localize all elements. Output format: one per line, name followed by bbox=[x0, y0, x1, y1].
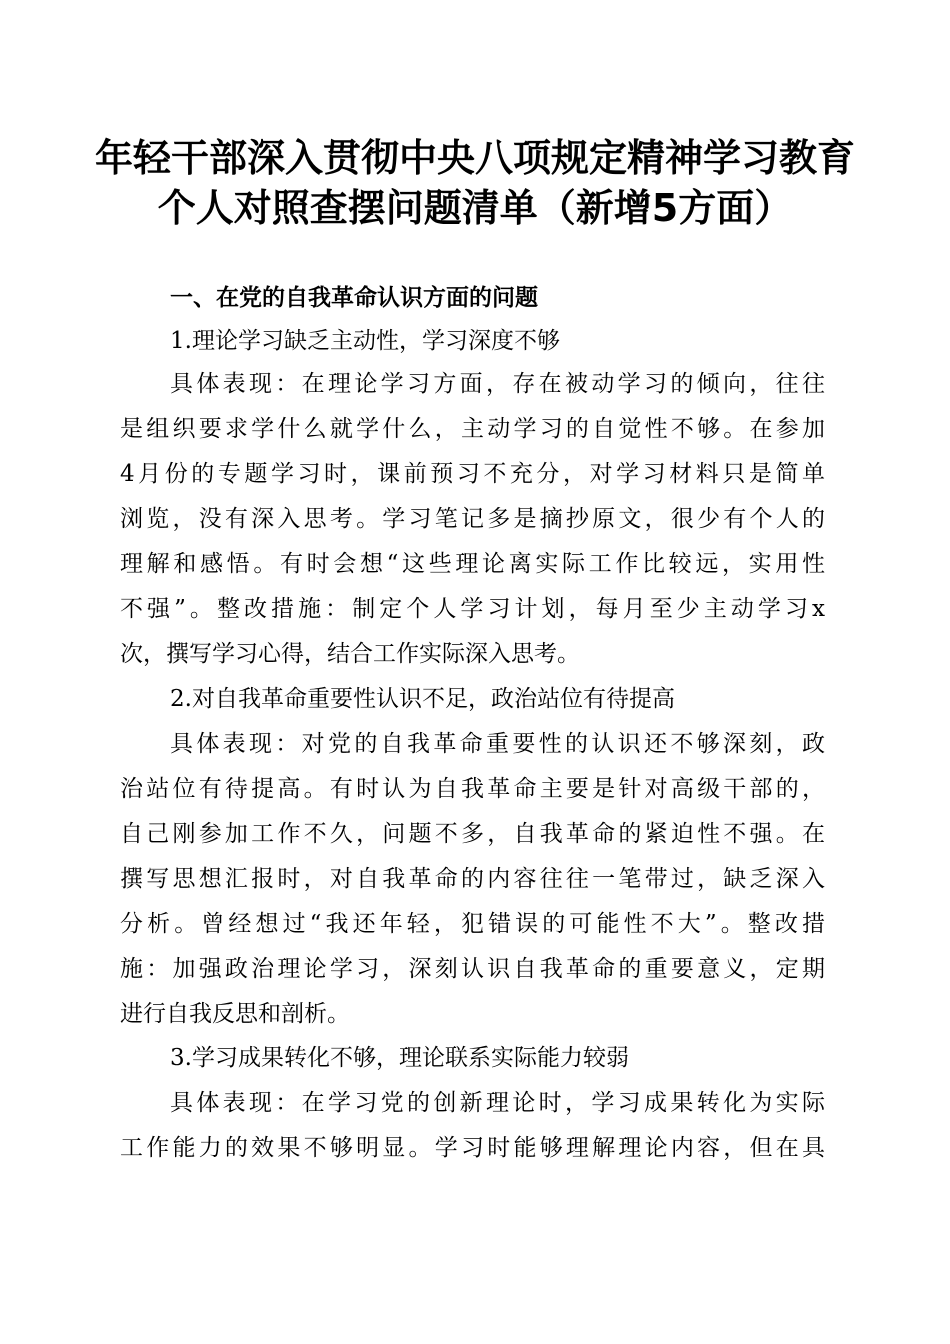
paragraph-line: 次，撰写学习心得，结合工作实际深入思考。 bbox=[120, 641, 580, 667]
paragraph-line: 4月份的专题学习时，课前预习不充分，对学习材料只是简单 bbox=[120, 461, 825, 487]
paragraph-line: 浏览，没有深入思考。学习笔记多是摘抄原文，很少有个人的 bbox=[120, 506, 825, 532]
paragraph-line: 治站位有待提高。有时认为自我革命主要是针对高级干部的， bbox=[120, 776, 825, 802]
paragraph-line: 进行自我反思和剖析。 bbox=[120, 1001, 350, 1027]
paragraph-line: 施：加强政治理论学习，深刻认识自我革命的重要意义，定期 bbox=[120, 956, 825, 982]
paragraph-line: 工作能力的效果不够明显。学习时能够理解理论内容，但在具 bbox=[120, 1135, 825, 1161]
paragraph-line: 理解和感悟。有时会想“这些理论离实际工作比较远，实用性 bbox=[120, 551, 825, 577]
paragraph-line: 具体表现：在理论学习方面，存在被动学习的倾向，往往 bbox=[170, 371, 825, 397]
paragraph-line: 是组织要求学什么就学什么，主动学习的自觉性不够。在参加 bbox=[120, 416, 825, 442]
item-heading-2: 2.对自我革命重要性认识不足，政治站位有待提高 bbox=[170, 686, 675, 712]
item-heading-1: 1.理论学习缺乏主动性，学习深度不够 bbox=[170, 328, 560, 354]
document-title-line-1: 年轻干部深入贯彻中央八项规定精神学习教育 bbox=[94, 136, 855, 180]
paragraph-line: 撰写思想汇报时，对自我革命的内容往往一笔带过，缺乏深入 bbox=[120, 866, 825, 892]
paragraph-line: 自己刚参加工作不久，问题不多，自我革命的紧迫性不强。在 bbox=[120, 821, 825, 847]
paragraph-line: 分析。曾经想过“我还年轻，犯错误的可能性不大”。整改措 bbox=[120, 911, 825, 937]
item-heading-3: 3.学习成果转化不够，理论联系实际能力较弱 bbox=[170, 1045, 629, 1071]
paragraph-line: 具体表现：在学习党的创新理论时，学习成果转化为实际 bbox=[170, 1090, 825, 1116]
paragraph-line: 具体表现：对党的自我革命重要性的认识还不够深刻，政 bbox=[170, 731, 825, 757]
paragraph-line: 不强”。整改措施：制定个人学习计划，每月至少主动学习x bbox=[120, 596, 825, 622]
section-heading-1: 一、在党的自我革命认识方面的问题 bbox=[170, 285, 538, 311]
document-title-line-2: 个人对照查摆问题清单（新增5方面） bbox=[157, 186, 793, 230]
